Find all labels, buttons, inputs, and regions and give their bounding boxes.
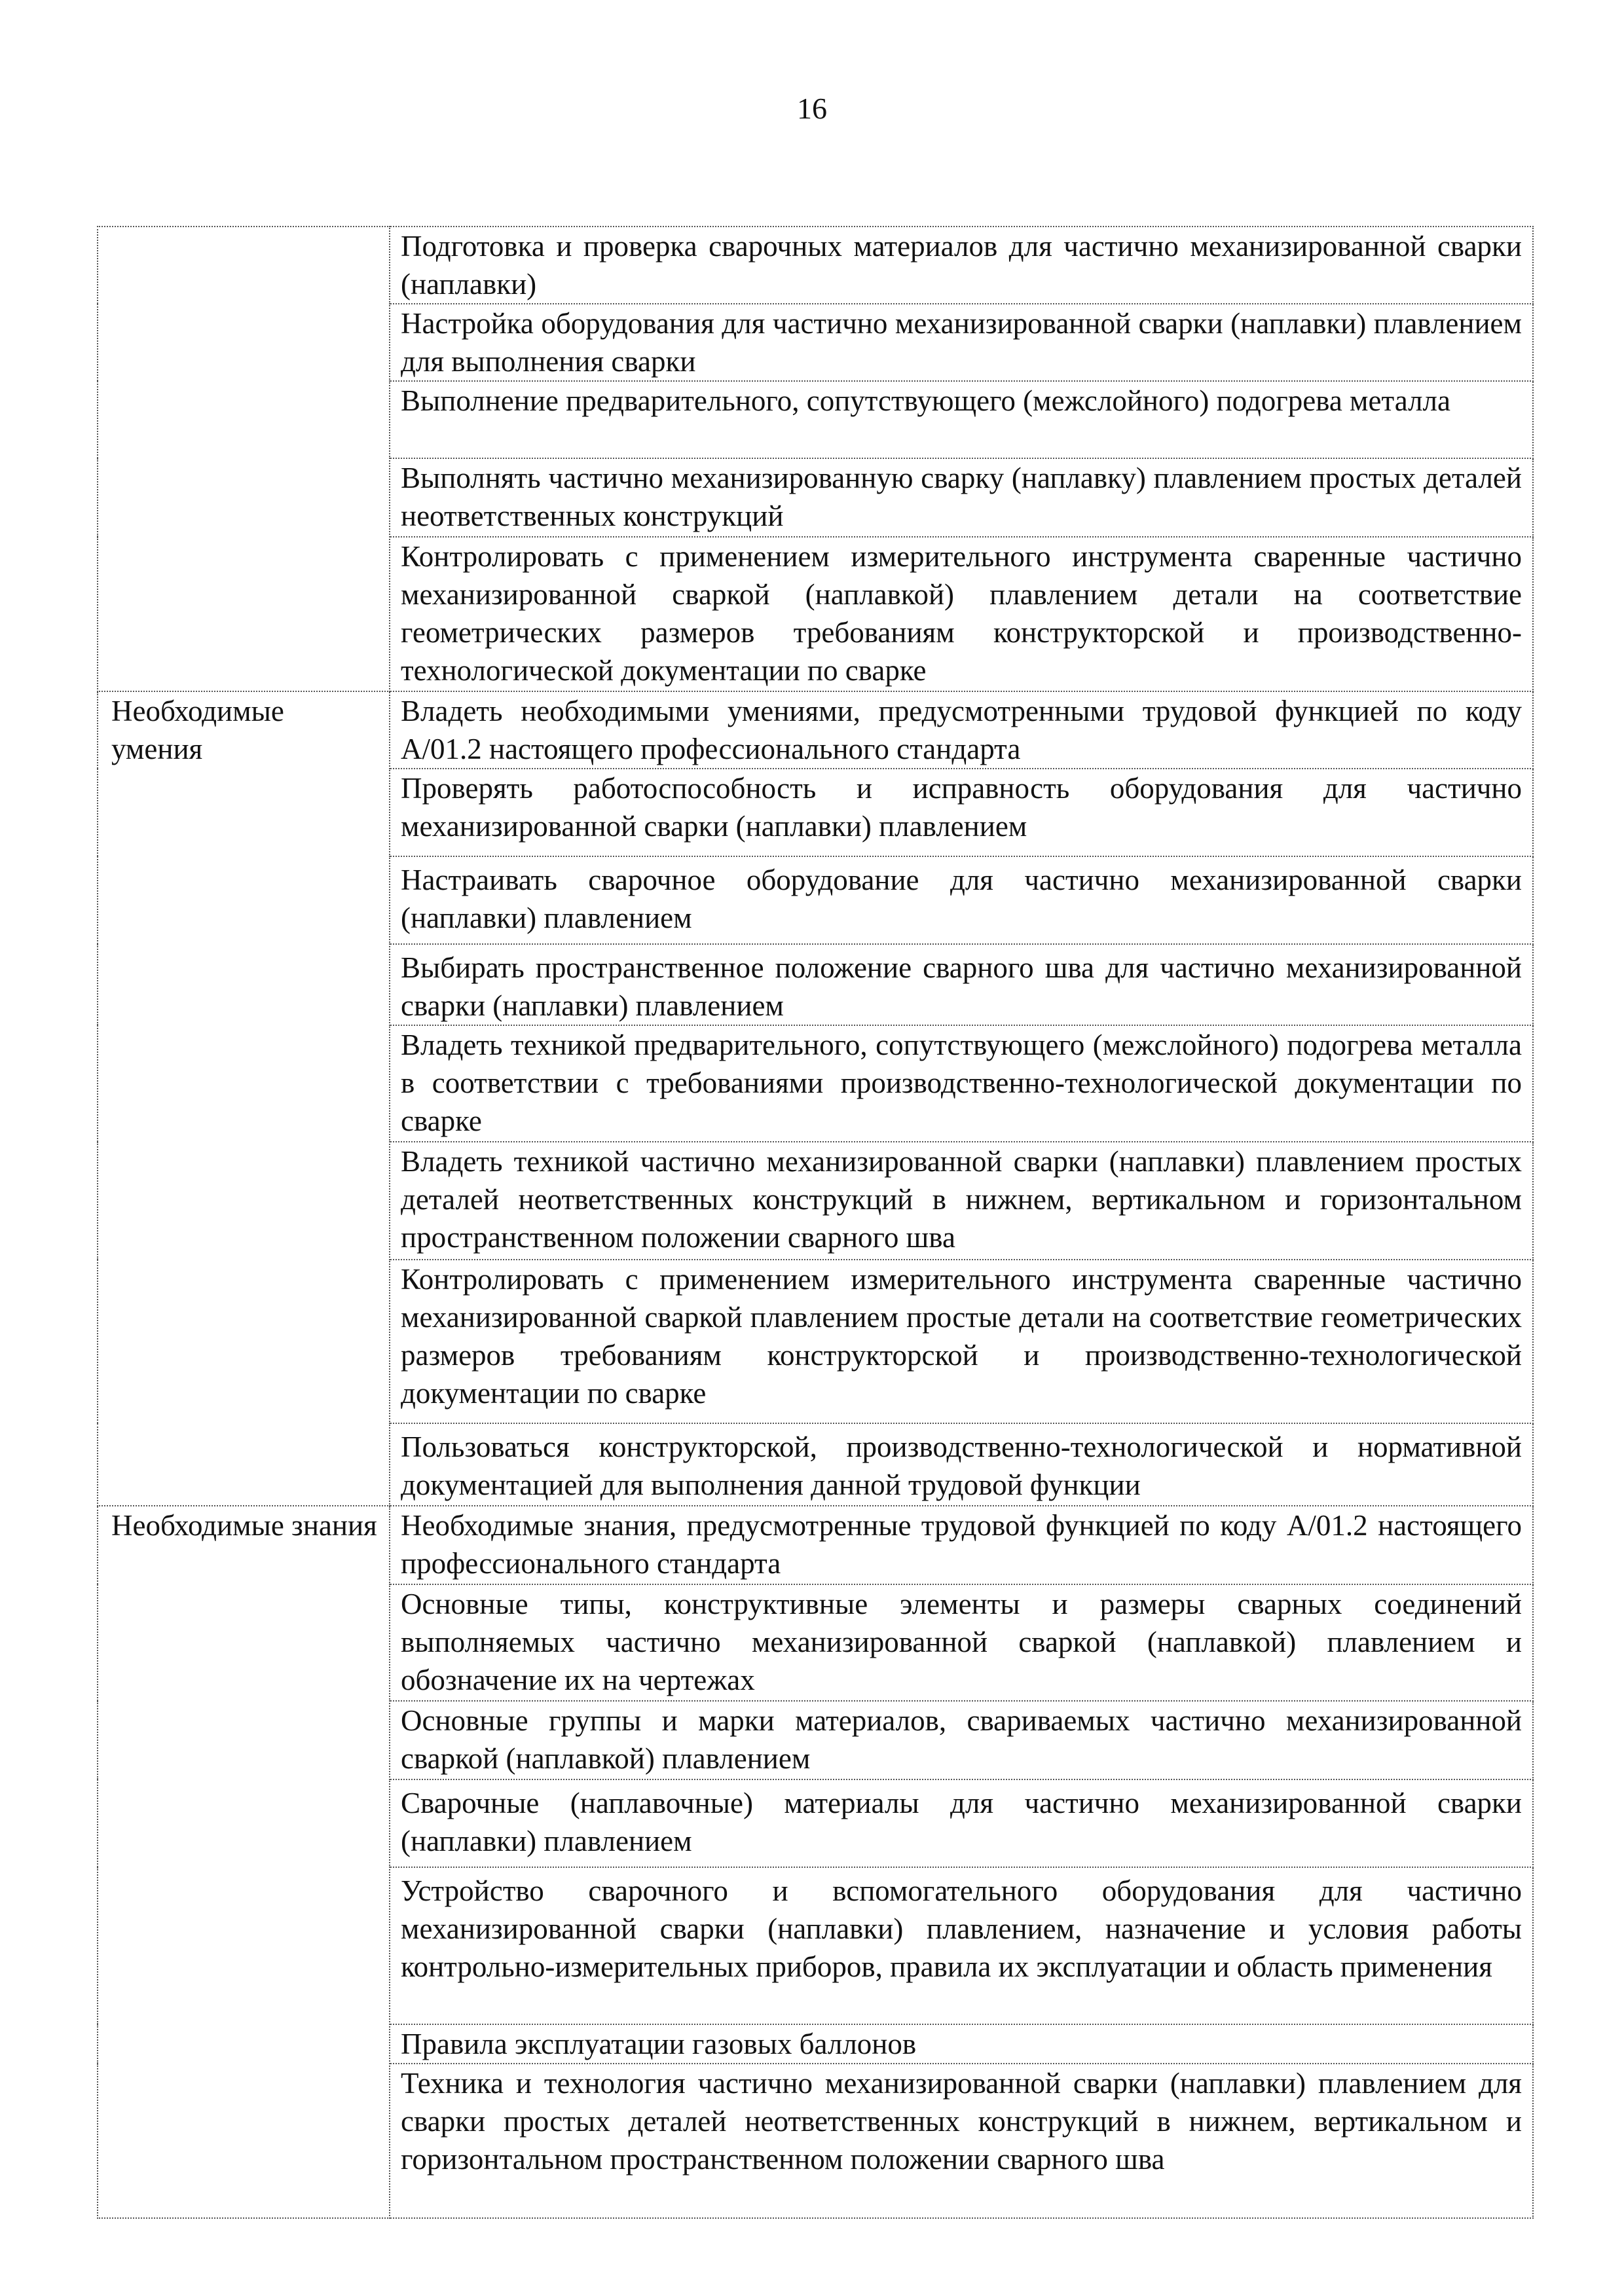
table-cell: Настройка оборудования для частично механизированной сварки (наплавки) плавлением для выполнения сварки bbox=[390, 304, 1533, 381]
table-cell: Сварочные (наплавочные) материалы для частично механизированной сварки (наплавки) плавлением bbox=[390, 1779, 1533, 1867]
requirements-table bbox=[97, 226, 1534, 2219]
table-cell: Устройство сварочного и вспомогательного оборудования для частично механизированной сварки (наплавки) плавлением, назначение и условия работы контрольно-измерительных приборов, правила их эксплуатации и область применения bbox=[390, 1867, 1533, 2024]
row-label-knowledge: Необходимые знания bbox=[98, 1506, 390, 2218]
table-row bbox=[98, 1506, 1533, 1584]
table-cell: Выполнение предварительного, сопутствующего (межслойного) подогрева металла bbox=[390, 381, 1533, 458]
table-cell: Проверять работоспособность и исправность оборудования для частично механизированной сварки (наплавки) плавлением bbox=[390, 769, 1533, 856]
page-number: 16 bbox=[797, 92, 827, 125]
table-cell: Пользоваться конструкторской, производственно-технологической и нормативной документацией для выполнения данной трудовой функции bbox=[390, 1423, 1533, 1506]
table-cell: Контролировать с применением измерительного инструмента сваренные частично механизированной сваркой плавлением простые детали на соответствие геометрических размеров требованиям конструкторской и производственно-технологической документации по сварке bbox=[390, 1260, 1533, 1423]
table-cell: Выбирать пространственное положение сварного шва для частично механизированной сварки (наплавки) плавлением bbox=[390, 944, 1533, 1025]
row-label-continued bbox=[98, 227, 390, 691]
table-cell: Техника и технология частично механизированной сварки (наплавки) плавлением для сварки простых деталей неответственных конструкций в нижнем, вертикальном и горизонтальном пространственном положении сварного шва bbox=[390, 2064, 1533, 2218]
table-cell: Подготовка и проверка сварочных материалов для частично механизированной сварки (наплавки) bbox=[390, 227, 1533, 304]
table-cell: Основные типы, конструктивные элементы и размеры сварных соединений выполняемых частично механизированной сваркой (наплавкой) плавлением и обозначение их на чертежах bbox=[390, 1584, 1533, 1701]
table-cell: Владеть техникой предварительного, сопутствующего (межслойного) подогрева металла в соответствии с требованиями производственно-технологической документации по сварке bbox=[390, 1025, 1533, 1142]
table-cell: Выполнять частично механизированную сварку (наплавку) плавлением простых деталей неответственных конструкций bbox=[390, 458, 1533, 537]
table-row bbox=[98, 227, 1533, 304]
row-label-skills: Необходимые умения bbox=[98, 691, 390, 1506]
table-cell: Правила эксплуатации газовых баллонов bbox=[390, 2024, 1533, 2064]
table-cell: Настраивать сварочное оборудование для частично механизированной сварки (наплавки) плавлением bbox=[390, 856, 1533, 944]
table-cell: Необходимые знания, предусмотренные трудовой функцией по коду A/01.2 настоящего профессионального стандарта bbox=[390, 1506, 1533, 1584]
table-cell: Владеть техникой частично механизированной сварки (наплавки) плавлением простых деталей неответственных конструкций в нижнем, вертикальном и горизонтальном пространственном положении сварного шва bbox=[390, 1142, 1533, 1260]
table-cell: Владеть необходимыми умениями, предусмотренными трудовой функцией по коду A/01.2 настоящего профессионального стандарта bbox=[390, 691, 1533, 769]
table-cell: Основные группы и марки материалов, свариваемых частично механизированной сваркой (наплавкой) плавлением bbox=[390, 1701, 1533, 1779]
table-row bbox=[98, 691, 1533, 769]
table-cell: Контролировать с применением измерительного инструмента сваренные частично механизированной сваркой (наплавкой) плавлением детали на соответствие геометрических размеров требованиям конструкторской и производственно-технологической документации по сварке bbox=[390, 537, 1533, 691]
